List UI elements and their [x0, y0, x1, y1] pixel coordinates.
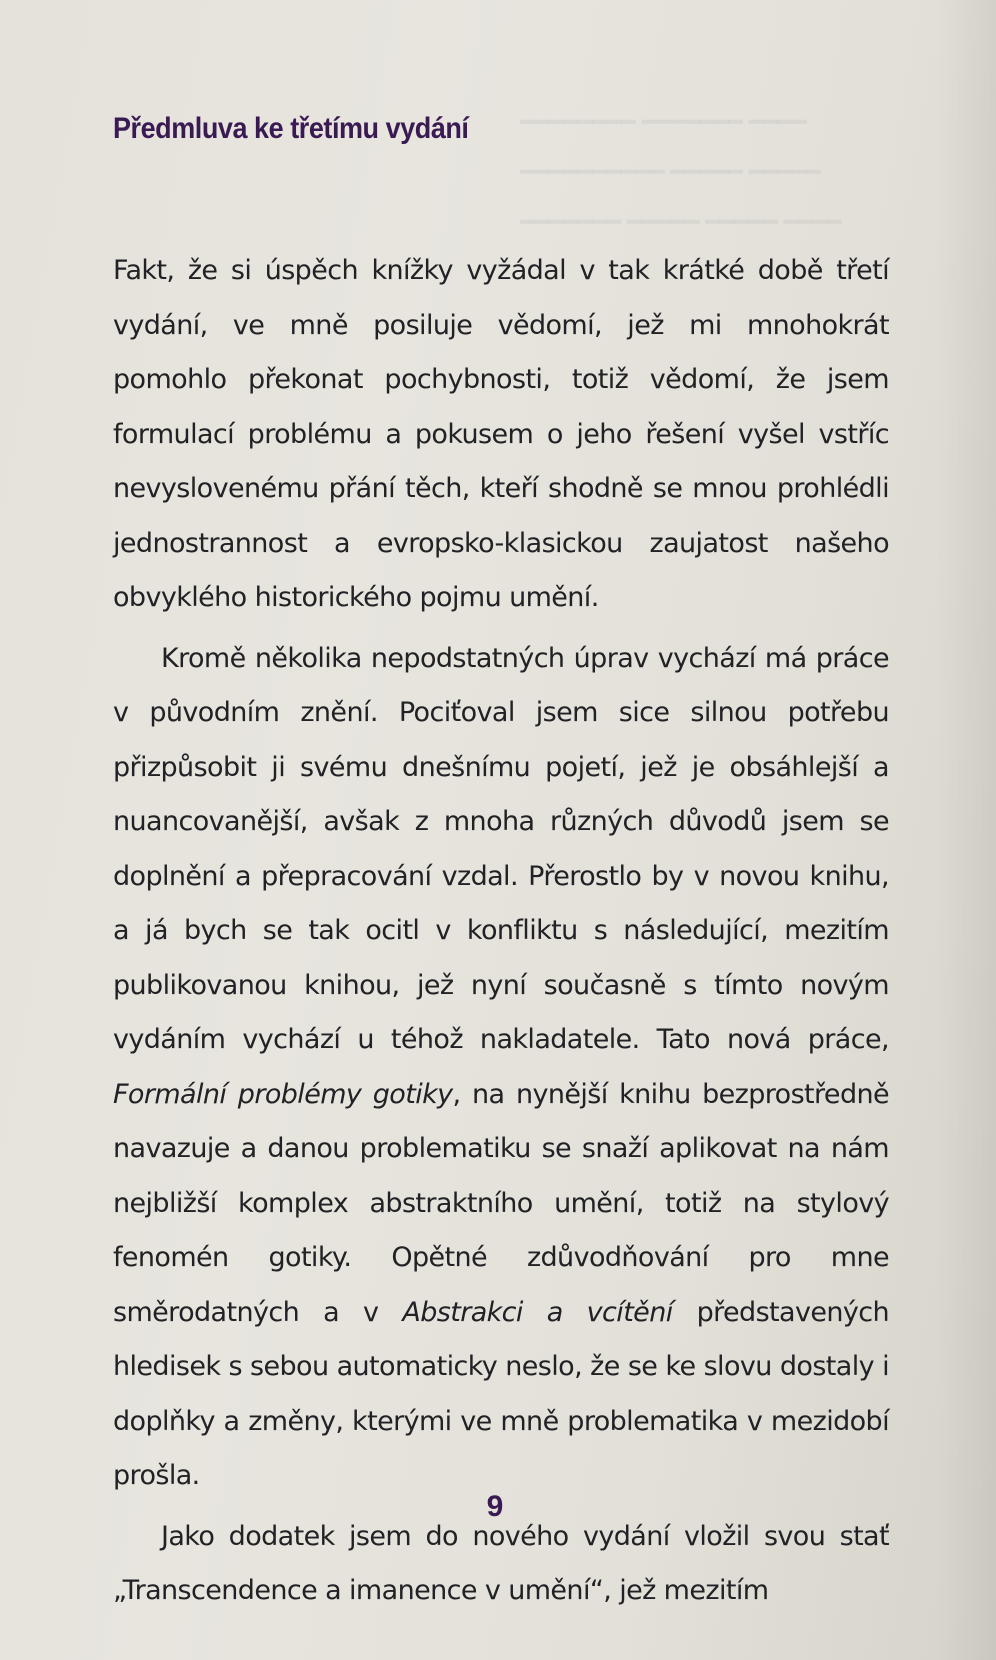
body-text — [113, 244, 889, 1619]
paragraph-1: Fakt, že si úspěch knížky vyžádal v tak krátké době třetí vydání, ve mně posiluje vědomí, jež mi mnohokrát pomohlo překonat pochybnosti, totiž vědomí, že jsem formulací problému a pokusem o jeho řešení vyšel vstříc nevyslovenému přání těch, kteří shodně se mnou prohlédli jednostrannost a evropsko-klasickou zaujatost našeho obvyklého historického pojmu umění. — [113, 255, 889, 613]
book-title-formal-problems: Formální problémy gotiky — [113, 1078, 453, 1110]
paragraph-3: Jako dodatek jsem do nového vydání vložil svou stať „Transcendence a imanence v umění“, jež mezitím — [113, 1520, 889, 1606]
show-through-text: ━━━━━━━━ ━━━━━━━ ━━━━ ━━━━━━━━━━ ━━━━━ ━━━━━ ━━━━━━━ ━━━━━ ━━━━━ ━━━━ — [520, 110, 842, 236]
page-number: 9 — [486, 1490, 504, 1523]
paragraph-2-part-2: , na nynější knihu bezprostředně navazuje a danou problematiku se snaží aplikovat na nám nejbližší komplex abstraktního umění, totiž na stylový fenomén gotiky. Opětné zdůvodňování pro mne směrodatných a v — [113, 1078, 890, 1328]
paragraph-2-part-1: Kromě několika nepodstatných úprav vychází má práce v původním znění. Pociťoval jsem sice silnou potřebu přizpůsobit ji svému dnešnímu pojetí, jež je obsáhlejší a nuancovanější, avšak z mnoha různých důvodů jsem se doplnění a přepracování vzdal. Přerostlo by v novou knihu, a já bych se tak ocitl v konfliktu s následující, mezitím publikovanou knihou, jež nyní současně s tímto novým vydáním vychází u téhož nakladatele. Tato nová práce, — [113, 642, 889, 1055]
chapter-title: Předmluva ke třetímu vydání — [113, 112, 469, 145]
paragraph-2-part-3: představených hledisek s sebou automaticky neslo, že se ke slovu dostaly i doplňky a změny, kterými ve mně problematika v mezidobí prošla. — [113, 1296, 890, 1491]
book-title-abstraction-empathy: Abstrakci a vcítění — [402, 1296, 673, 1328]
paragraph-2 — [113, 632, 889, 1504]
